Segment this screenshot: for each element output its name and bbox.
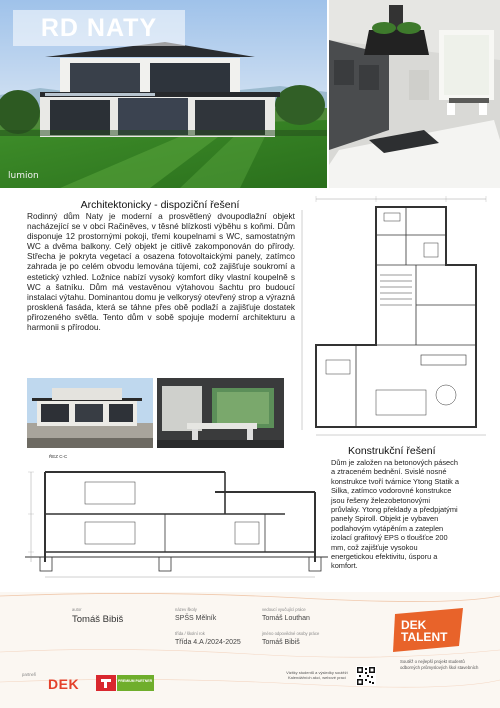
talent-logo-text bbox=[401, 619, 447, 643]
teacher-label: vedoucí vyučující práce bbox=[262, 607, 306, 612]
architecture-paragraph: Rodinný dům Naty je moderní a prosvětlený dvoupodlažní objekt nacházející se v obci Račiněves, v těsné blízkosti výběhu s koňmi. Dům disponuje 12 prostornými pokoji, třemi koupelnami s WC, samostatným WC a dvěma balkony. Celý objekt je citlivě zakomponován do přírody. Střecha je pokryta vegetací a osazena fotovoltaickými panely, zatímco zahrada je po celém obvodu lemována tújemi, což zajišťuje soukromí a estetický vzhled. Ložnice nabízí vysoký komfort díky vlastní koupelně s WC a šatníku. Dům má vestavěnou výtahovou šachtu pro budoucí instalaci výtahu. Dominantou domu je velkorysý otevřený strop a výrazná prosklená fasáda, která se táhne přes obě podlaží a zajišťuje dostatek přirozeného světla. Tento dům v sobě spojuje moderní architekturu a harmonii s přírodou. bbox=[27, 211, 295, 333]
qr-caption: Vizitky studentů a výsledky soutěží Kalendářních akcí, webové prací bbox=[286, 670, 348, 680]
class-label: třída / školní rok bbox=[175, 631, 205, 636]
class-value: Třída 4.A /2024-2025 bbox=[175, 639, 241, 646]
dek-logo: DEK bbox=[48, 676, 80, 692]
section-label: ŘEZ C-C bbox=[49, 454, 68, 459]
lumion-watermark: lumion bbox=[8, 171, 39, 181]
floor-plan-drawing bbox=[296, 195, 493, 440]
construction-paragraph: Dům je založen na betonových pásech a ztraceném bednění. Svislé nosné konstrukce tvoří tvárnice Ytong Statik a Silka, zatímco vodorovné konstrukce jsou řešeny železobetonovými průvlaky. Ytong překlady a předpjatými panely Spiroll. Objekt je vybaven podlahovým vytápěním a zateplen izolací grafitový EPS o tloušťce 200 mm, což zajišťuje vysokou energetickou efektivitu, úsporu a komfort. bbox=[331, 458, 460, 571]
talent-line-1: DEK bbox=[401, 618, 427, 632]
partners-label: partneři bbox=[22, 672, 37, 677]
exterior-photo-small bbox=[27, 378, 153, 448]
partner-logo bbox=[96, 675, 154, 691]
author-label: autor bbox=[72, 607, 82, 612]
project-title: RD NATY bbox=[40, 14, 158, 42]
consultant-label: jméno odpovědné osoby práce bbox=[262, 631, 320, 636]
talent-line-2: TALENT bbox=[401, 630, 448, 644]
interior-render bbox=[329, 0, 500, 188]
interior-photo-small bbox=[157, 378, 284, 448]
architecture-heading: Architektonicky - dispoziční řešení bbox=[80, 199, 240, 211]
partner-badge-text: PREMIUM PARTNER bbox=[118, 679, 153, 683]
consultant-name: Tomáš Bibiš bbox=[262, 639, 300, 646]
teacher-name: Tomáš Louthan bbox=[262, 615, 310, 622]
construction-heading: Konstrukční řešení bbox=[348, 445, 436, 457]
author-name: Tomáš Bibiš bbox=[72, 614, 124, 625]
section-drawing bbox=[25, 452, 328, 582]
school-name: SPŠS Mělník bbox=[175, 615, 217, 622]
qr-code-icon[interactable] bbox=[356, 666, 376, 686]
talent-description: Soutěž o nejlepší projekt studentů odborných průmyslových škol stavebních bbox=[400, 659, 479, 670]
school-label: název školy bbox=[175, 607, 197, 612]
